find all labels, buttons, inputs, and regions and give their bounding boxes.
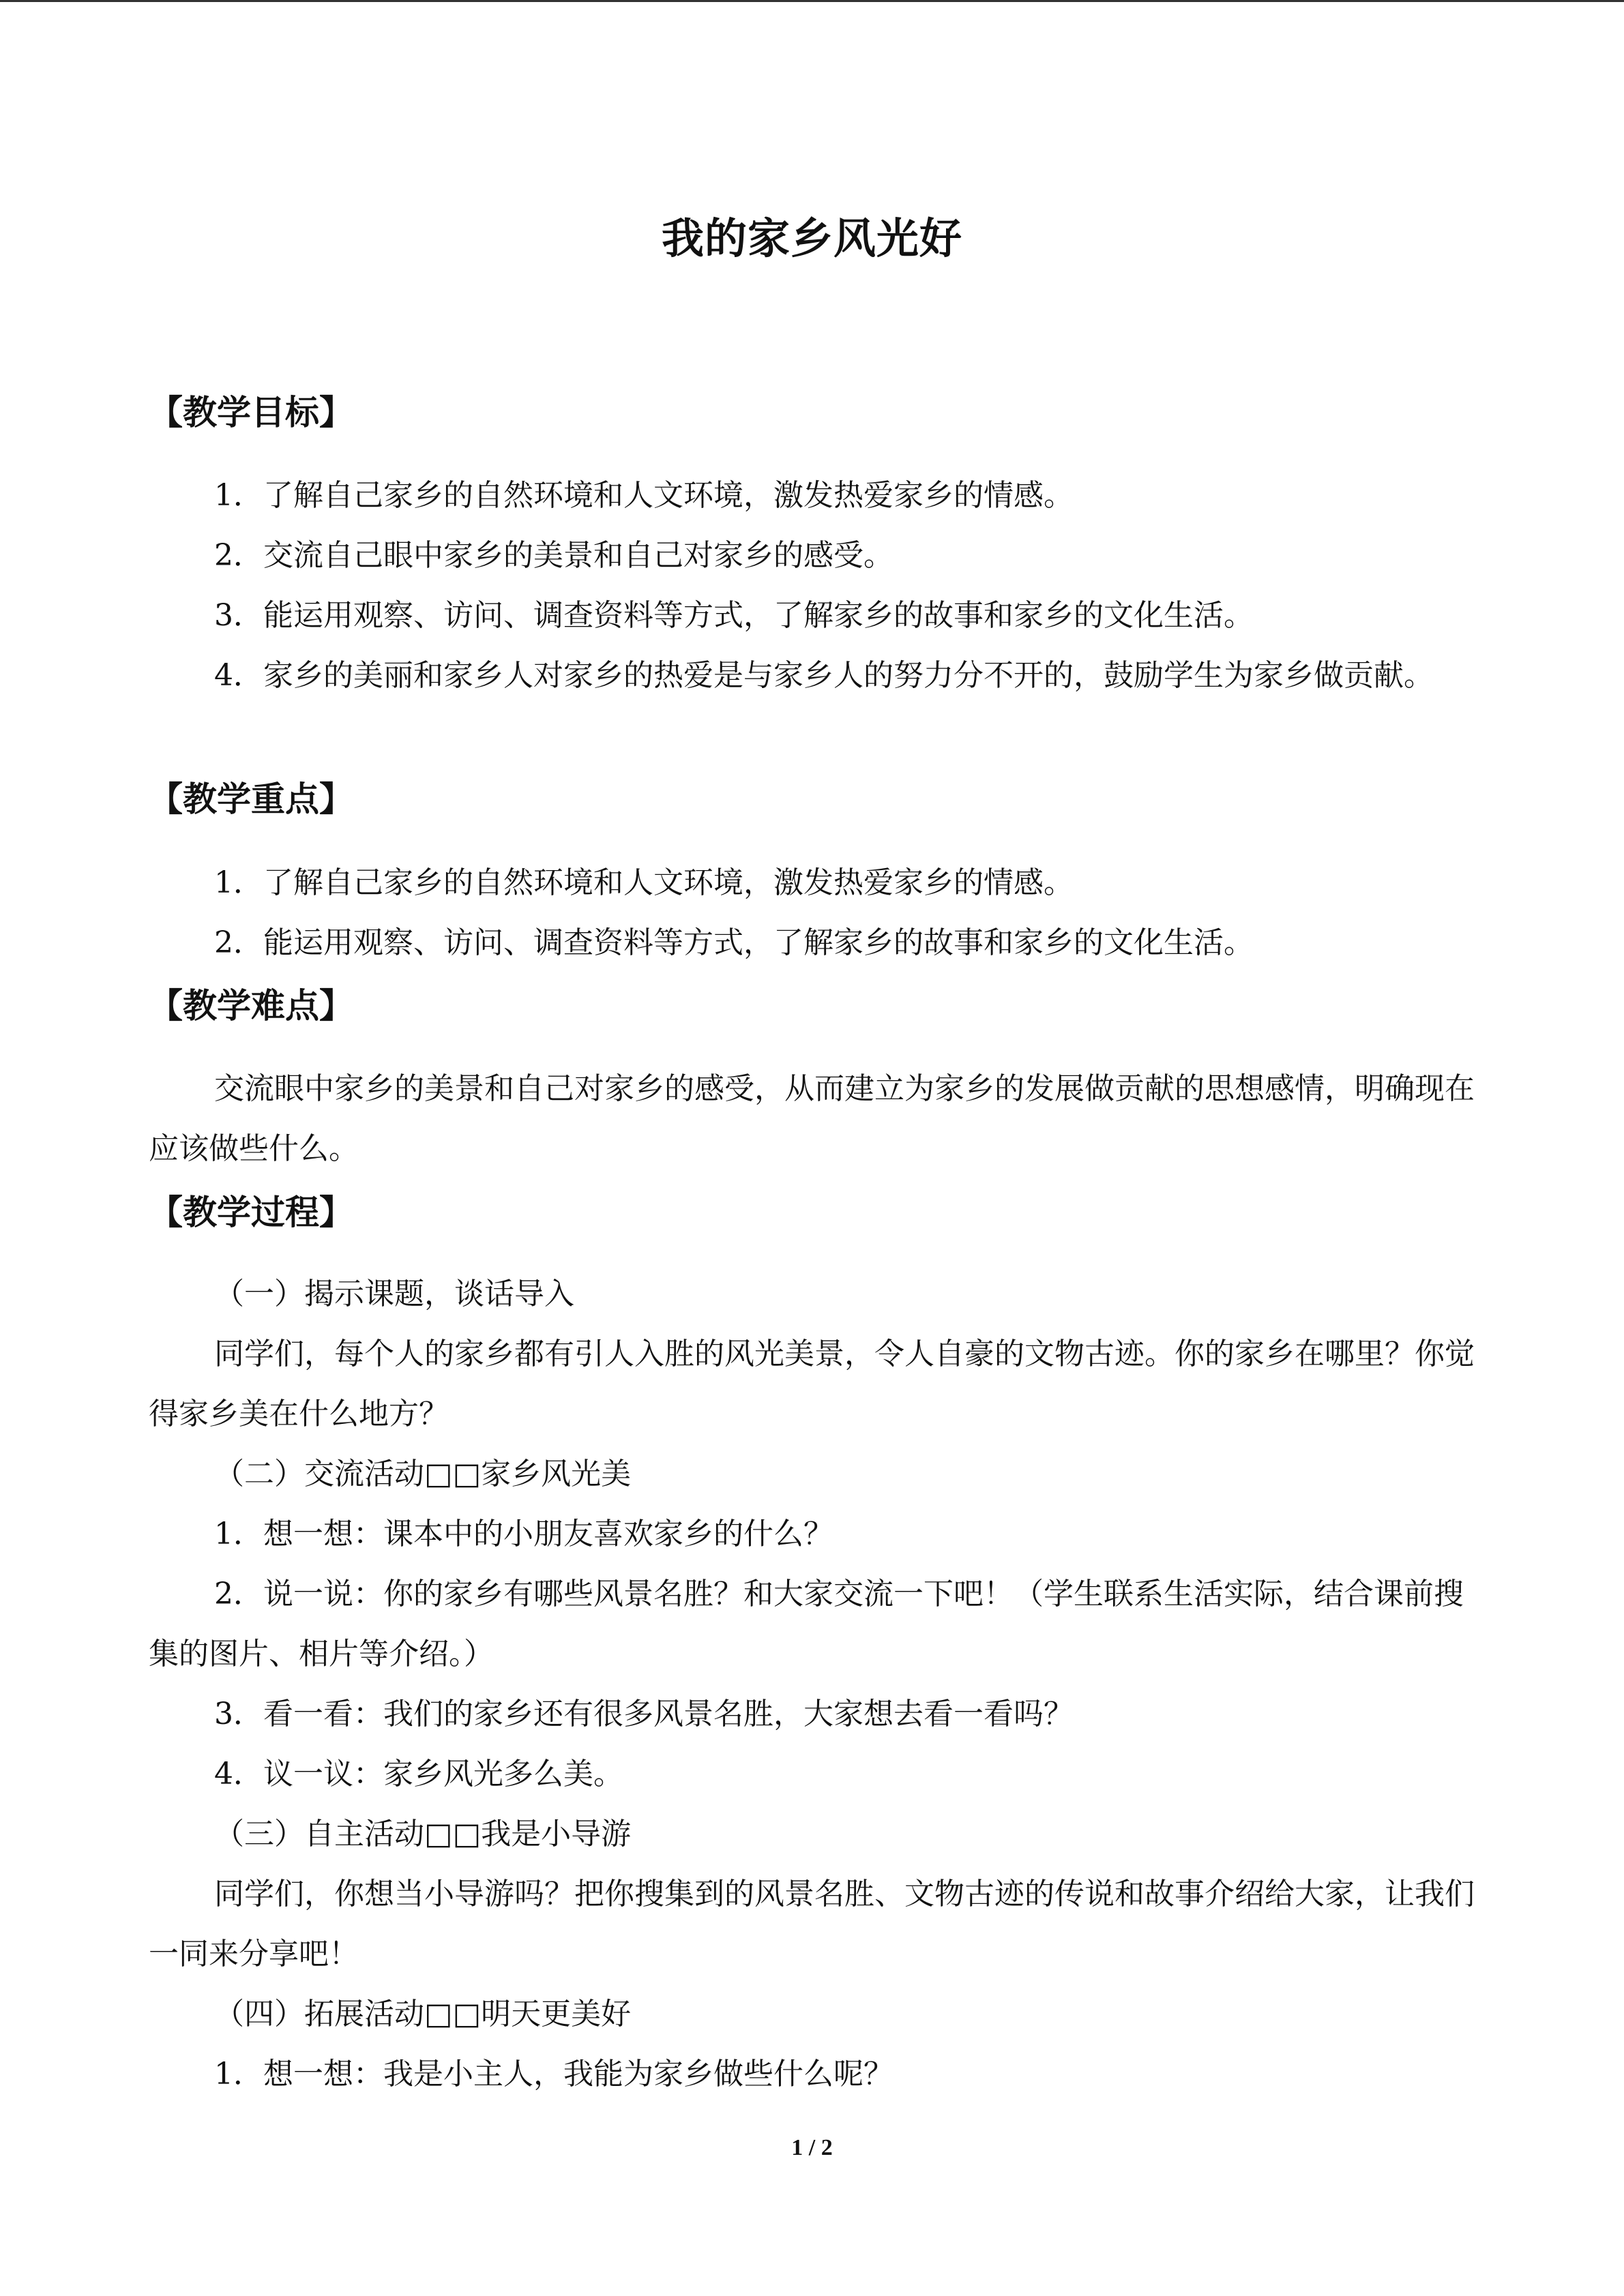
paragraph (149, 1804, 1475, 1864)
paragraph (149, 526, 1475, 586)
paragraph (149, 853, 1475, 913)
paragraph-text: （三）自主活动□□我是小导游 (214, 1817, 632, 1851)
section-heading-goals: 【教学目标】 (149, 393, 353, 432)
paragraph (149, 1744, 1475, 1804)
paragraph (149, 2044, 1475, 2104)
paragraph (149, 1984, 1475, 2044)
paragraph-text: 1．想一想：我是小主人，我能为家乡做些什么呢？ (214, 2057, 894, 2091)
paragraph (149, 1504, 1475, 1564)
paragraph (149, 1324, 1475, 1444)
paragraph-text: 交流眼中家乡的美景和自己对家乡的感受，从而建立为家乡的发展做贡献的思想感情，明确现在应该做些什么。 (149, 1071, 1475, 1166)
section-heading-key-points: 【教学重点】 (149, 779, 353, 819)
paragraph (149, 1059, 1475, 1179)
paragraph (149, 1444, 1475, 1504)
paragraph (149, 913, 1475, 973)
paragraph (149, 1684, 1475, 1744)
paragraph-text: 2．说一说：你的家乡有哪些风景名胜？和大家交流一下吧！（学生联系生活实际，结合课前搜集的图片、相片等介绍。） (149, 1577, 1464, 1671)
paragraph (149, 466, 1475, 526)
paragraph (149, 1864, 1475, 1984)
paragraph (149, 646, 1475, 706)
paragraph (149, 1564, 1475, 1684)
document-title: 我的家乡风光好 (661, 213, 962, 263)
paragraph-text: 同学们，每个人的家乡都有引人入胜的风光美景，令人自豪的文物古迹。你的家乡在哪里？你觉得家乡美在什么地方？ (149, 1337, 1475, 1431)
paragraph (149, 1264, 1475, 1324)
paragraph-text: 4．家乡的美丽和家乡人对家乡的热爱是与家乡人的努力分不开的，鼓励学生为家乡做贡献。 (214, 658, 1434, 693)
paragraph-text: 1．了解自己家乡的自然环境和人文环境，激发热爱家乡的情感。 (214, 865, 1074, 900)
paragraph (149, 586, 1475, 646)
paragraph-text: 4．议一议：家乡风光多么美。 (214, 1757, 623, 1791)
paragraph-text: 1．想一想：课本中的小朋友喜欢家乡的什么？ (214, 1517, 833, 1551)
paragraph-text: 2．能运用观察、访问、调查资料等方式，了解家乡的故事和家乡的文化生活。 (214, 925, 1254, 960)
page-number: 1 / 2 (791, 2135, 833, 2160)
paragraph-text: （四）拓展活动□□明天更美好 (214, 1997, 632, 2031)
paragraph-text: （二）交流活动□□家乡风光美 (214, 1457, 632, 1491)
paragraph-text: （一）揭示课题，谈话导入 (214, 1277, 574, 1311)
section-heading-difficulties: 【教学难点】 (149, 986, 353, 1026)
paragraph-text: 3．看一看：我们的家乡还有很多风景名胜，大家想去看一看吗？ (214, 1697, 1074, 1731)
section-heading-process: 【教学过程】 (149, 1193, 353, 1232)
paragraph-text: 2．交流自己眼中家乡的美景和自己对家乡的感受。 (214, 538, 894, 573)
paragraph-text: 3．能运用观察、访问、调查资料等方式，了解家乡的故事和家乡的文化生活。 (214, 598, 1254, 633)
paragraph-text: 同学们，你想当小导游吗？把你搜集到的风景名胜、文物古迹的传说和故事介绍给大家，让我们一同来分享吧！ (149, 1877, 1475, 1971)
paragraph-text: 1．了解自己家乡的自然环境和人文环境，激发热爱家乡的情感。 (214, 478, 1074, 513)
